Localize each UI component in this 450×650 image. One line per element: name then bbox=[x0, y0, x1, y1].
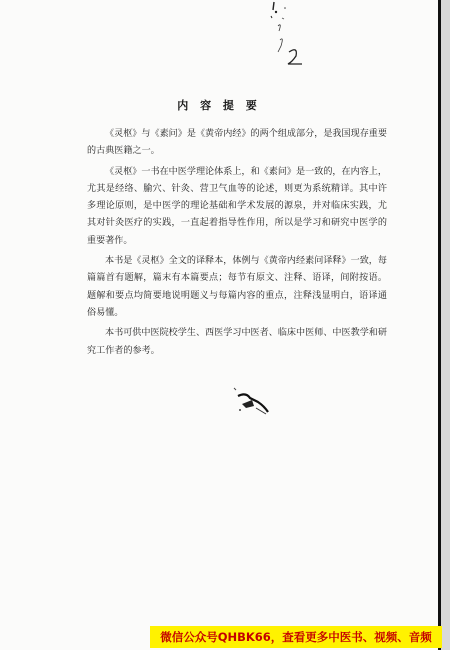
ink-scribble-middle bbox=[228, 384, 278, 424]
paragraph-audience: 本书可供中医院校学生、西医学习中医者、临床中医师、中医教学和研究工作者的参考。 bbox=[87, 328, 387, 356]
ink-scribble-top bbox=[258, 0, 318, 70]
scroll-gutter bbox=[441, 0, 450, 650]
paragraph-intro: 《灵枢》与《素问》是《黄帝内经》的两个组成部分，是我国现存重要的古典医籍之一。 bbox=[87, 129, 387, 157]
summary-body bbox=[87, 126, 387, 363]
paragraph-content: 《灵枢》一书在中医学理论体系上，和《素问》是一致的，在内容上，尤其是经络、腧穴、针灸、营卫气血等的论述，则更为系统精详。其中许多理论原则，是中医学的理论基础和学术发展的源泉，并对临床实践，尤其对针灸医疗的实践，一直起着指导性作用，所以是学习和研究中医学的重要著作。 bbox=[87, 166, 387, 246]
page-title: 内 容 提 要 bbox=[177, 99, 261, 112]
promo-banner: 微信公众号QHBK66，查看更多中医书、视频、音频 bbox=[150, 626, 442, 648]
paragraph-format: 本书是《灵枢》全文的译释本，体例与《黄帝内经素问译释》一致，每篇篇首有题解，篇末有本篇要点；每节有原文、注释、语译，间附按语。题解和要点均简要地说明题义与每篇内容的重点，注释浅显明白，语译通俗易懂。 bbox=[87, 256, 387, 318]
